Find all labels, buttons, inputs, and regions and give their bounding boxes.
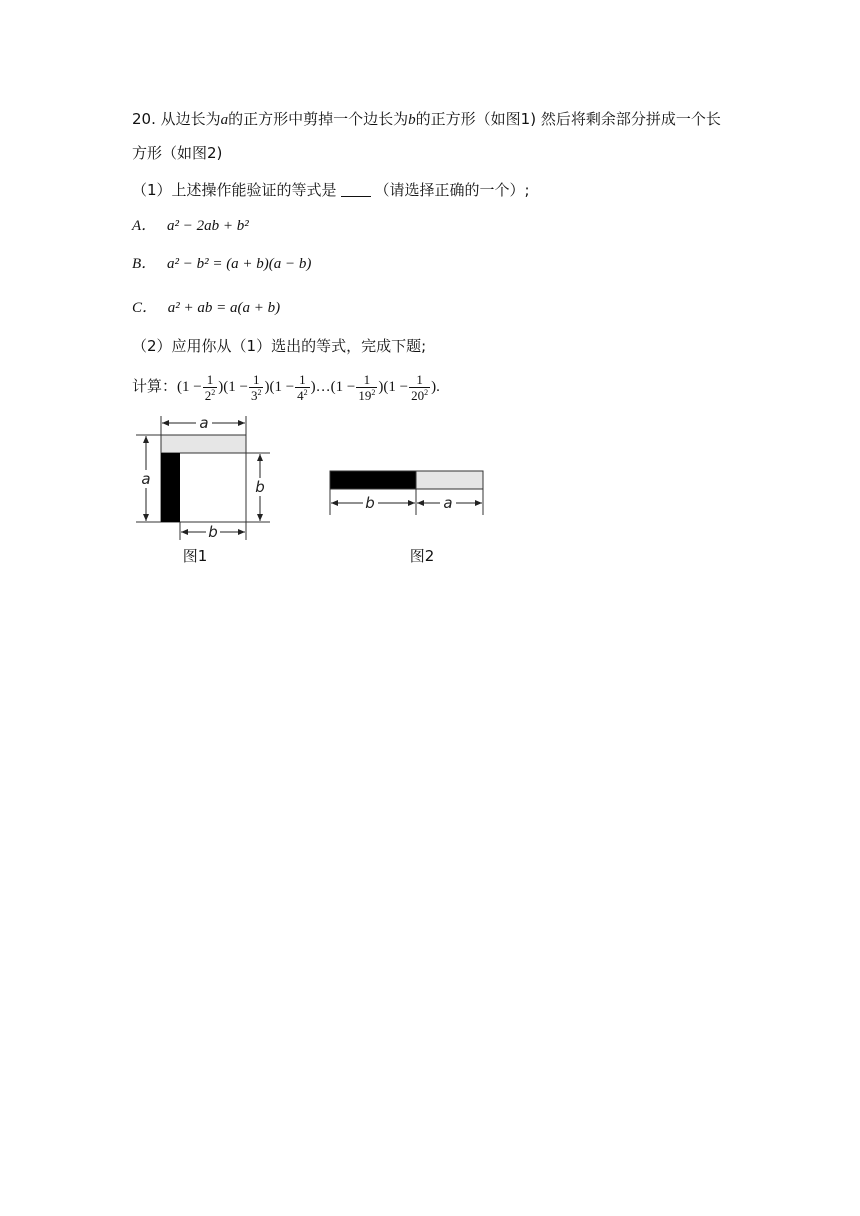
calc-term-close: ).	[431, 379, 440, 395]
calc-term-close: )	[218, 379, 224, 395]
fraction-denominator	[409, 388, 430, 403]
calc-fraction	[356, 372, 377, 403]
fraction-numerator: 1	[203, 372, 218, 388]
fig2-label-b: b	[365, 494, 375, 512]
denominator-base: 3	[250, 387, 258, 403]
calc-fraction	[249, 372, 264, 403]
question-1	[132, 180, 530, 200]
figure-2	[322, 458, 492, 568]
fig1-label-a-top: a	[199, 414, 209, 432]
fraction-denominator	[356, 388, 377, 403]
calc-label: 计算：	[132, 377, 178, 395]
denominator-base: 20	[411, 387, 425, 403]
fraction-numerator: 1	[295, 372, 310, 388]
problem-number: 20.	[132, 110, 156, 128]
denominator-exponent: 2	[303, 387, 308, 397]
fig1-label-b-right: b	[255, 478, 265, 496]
calc-term-close: )	[264, 379, 270, 395]
calc-term-open: (1 −	[269, 379, 295, 395]
option-c	[132, 297, 280, 318]
fig1-label-a-left: a	[141, 470, 151, 488]
option-b-label: B．	[132, 256, 157, 272]
fraction-numerator: 1	[356, 372, 377, 388]
calc-term-close: )…	[310, 379, 331, 395]
denominator-base: 2	[204, 387, 212, 403]
calc-fraction	[203, 372, 218, 403]
calc-term-open: (1 −	[223, 379, 248, 395]
denominator-exponent: 2	[371, 387, 376, 397]
var-b: b	[408, 112, 416, 128]
denominator-base: 4	[297, 387, 304, 403]
q1-suffix: （请选择正确的一个）;	[374, 181, 530, 199]
stem-text-2: 的正方形中剪掉一个边长为	[228, 110, 409, 128]
option-c-label: C．	[132, 300, 158, 316]
fraction-denominator	[203, 388, 218, 403]
denominator-exponent: 2	[257, 387, 262, 397]
problem-stem-line2	[132, 143, 222, 163]
calculation	[132, 369, 440, 404]
option-b	[132, 253, 311, 274]
problem-stem-line1	[132, 109, 721, 130]
calc-expression	[177, 371, 440, 403]
q1-prefix: （1）上述操作能验证的等式是	[132, 181, 337, 199]
denominator-base: 19	[358, 387, 372, 403]
answer-blank[interactable]	[341, 182, 371, 197]
fraction-denominator	[295, 388, 310, 403]
denominator-exponent: 2	[211, 387, 216, 397]
gray-rect	[416, 471, 483, 489]
calc-fraction	[295, 372, 310, 403]
calc-term-close: )	[378, 379, 384, 395]
q2-text: （2）应用你从（1）选出的等式，完成下题;	[132, 337, 427, 355]
fig1-caption: 图1	[182, 547, 208, 565]
gray-strip	[161, 435, 246, 453]
question-2	[132, 336, 426, 356]
fig1-label-b-bottom: b	[208, 523, 218, 541]
fig2-caption: 图2	[409, 547, 435, 565]
var-a: a	[220, 112, 229, 128]
stem-text-1: 从边长为	[160, 110, 221, 128]
denominator-exponent: 2	[424, 387, 429, 397]
fraction-numerator: 1	[249, 372, 264, 388]
black-strip	[161, 453, 180, 522]
option-a	[132, 215, 249, 236]
stem-text-4: 方形（如图2)	[132, 144, 223, 162]
stem-text-3: 的正方形（如图1) 然后将剩余部分拼成一个长	[415, 110, 721, 128]
option-c-formula: a² + ab = a(a + b)	[167, 300, 281, 316]
option-a-formula: a² − 2ab + b²	[166, 218, 249, 234]
calc-term-open: (1 −	[177, 379, 202, 395]
option-b-formula: a² − b² = (a + b)(a − b)	[166, 256, 312, 272]
calc-fraction	[409, 372, 430, 403]
calc-term-open: (1 −	[383, 379, 409, 395]
figure-1	[128, 408, 298, 568]
fraction-denominator	[249, 388, 264, 403]
black-rect	[330, 471, 416, 489]
calc-term-open: (1 −	[330, 379, 356, 395]
fraction-numerator: 1	[409, 372, 430, 388]
option-a-label: A．	[132, 218, 157, 234]
fig2-label-a: a	[443, 494, 453, 512]
